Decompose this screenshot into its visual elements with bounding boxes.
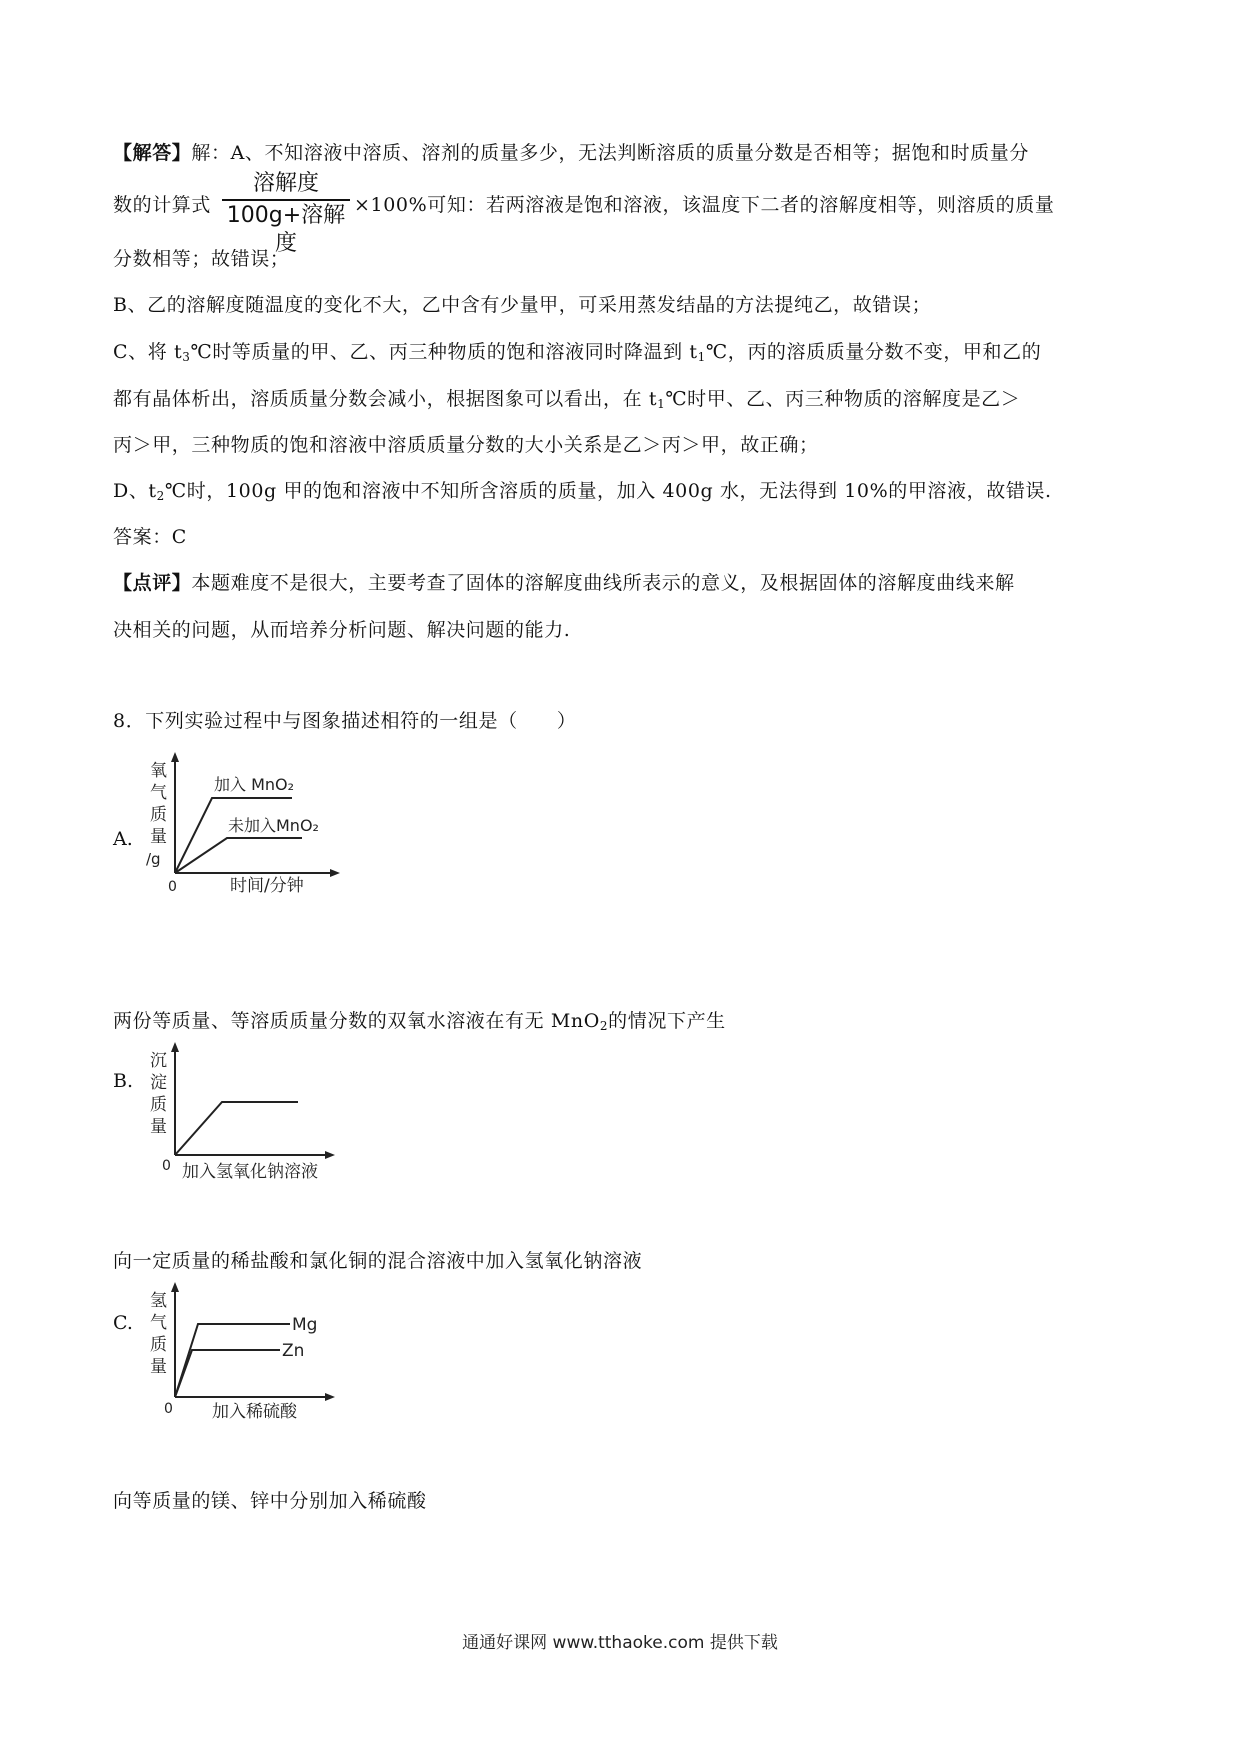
y-label-char: 量: [150, 827, 167, 847]
x-axis-arrow: [330, 869, 340, 877]
answer-text-1: 解：A、不知溶液中溶质、溶剂的质量多少，无法判断溶质的质量分数是否相等；据饱和时质量分: [191, 142, 1029, 164]
y-axis-arrow: [171, 1282, 179, 1292]
y-label-char: 质: [150, 805, 167, 825]
origin-label: 0: [164, 1401, 173, 1417]
answer-line-5: [113, 339, 1041, 365]
option-c-graph: [142, 1280, 342, 1420]
y-label-char: 质: [150, 1335, 167, 1355]
y-label-char: 气: [150, 1313, 167, 1333]
caption-a-part-a: 两份等质量、等溶质质量分数的双氧水溶液在有无 MnO: [113, 1010, 600, 1032]
option-a-caption: [113, 1008, 726, 1034]
option-a-graph: [142, 750, 352, 895]
y-label-char: 质: [150, 1095, 167, 1115]
comment-line-2: 决相关的问题，从而培养分析问题、解决问题的能力.: [113, 619, 571, 641]
mass-fraction-formula: [222, 170, 350, 258]
comment-bracket: 【点评】: [113, 572, 192, 594]
answer-bracket: 【解答】: [113, 142, 192, 164]
x-axis-label: 时间/分钟: [230, 876, 304, 895]
y-axis-arrow: [171, 752, 179, 762]
line6-part-a: 都有晶体析出，溶质质量分数会减小，根据图象可以看出，在 t: [113, 388, 658, 410]
line8-part-a: D、t: [113, 480, 157, 502]
formula-denominator: 100g+溶解度: [226, 203, 346, 256]
y-label-unit: /g: [146, 850, 161, 868]
formula-prefix: 数的计算式: [113, 194, 212, 216]
curve-label-without-mno2: 未加入MnO₂: [228, 816, 319, 835]
option-b-caption: 向一定质量的稀盐酸和氯化铜的混合溶液中加入氢氧化钠溶液: [113, 1250, 643, 1272]
line5-sub-1: 3: [182, 350, 191, 364]
curve-label-with-mno2: 加入 MnO₂: [214, 775, 295, 794]
zn-curve: [175, 1350, 280, 1397]
y-axis-arrow: [171, 1042, 179, 1052]
line8-sub: 2: [156, 489, 165, 503]
origin-label: 0: [168, 879, 177, 895]
line5-part-b: ℃时等质量的甲、乙、丙三种物质的饱和溶液同时降温到 t: [190, 341, 698, 363]
line5-part-a: C、将 t: [113, 341, 183, 363]
x-axis-arrow: [325, 1151, 335, 1159]
origin-label: 0: [162, 1158, 171, 1174]
page-footer: 通通好课网 www.tthaoke.com 提供下载: [462, 1633, 778, 1653]
answer-line-1: [113, 140, 1029, 166]
option-a-label: A.: [113, 828, 133, 850]
fraction-bar: [222, 199, 350, 201]
option-c-label: C.: [113, 1312, 133, 1334]
curve-label-mg: Mg: [292, 1315, 318, 1335]
answer-line-4: B、乙的溶解度随温度的变化不大，乙中含有少量甲，可采用蒸发结晶的方法提纯乙，故错误；: [113, 294, 932, 316]
caption-a-sub: 2: [599, 1019, 609, 1033]
mg-curve: [175, 1324, 290, 1397]
option-c-caption: 向等质量的镁、锌中分别加入稀硫酸: [113, 1490, 427, 1512]
answer-line-8: [113, 478, 1052, 504]
y-label-char: 淀: [150, 1073, 167, 1093]
comment-text-1: 本题难度不是很大，主要考查了固体的溶解度曲线所表示的意义，及根据固体的溶解度曲线来解: [191, 572, 1015, 594]
formula-numerator: 溶解度: [252, 171, 319, 196]
x-axis-label: 加入氢氧化钠溶液: [182, 1162, 318, 1180]
y-label-char: 量: [150, 1117, 167, 1137]
question-8-text: 8．下列实验过程中与图象描述相符的一组是（ ）: [113, 710, 577, 732]
line8-part-b: ℃时，100g 甲的饱和溶液中不知所含溶质的质量，加入 400g 水，无法得到 10%的甲溶液，故错误.: [164, 480, 1052, 502]
curve-without-mno2: [175, 838, 302, 873]
answer-line-6: [113, 386, 1020, 412]
caption-a-part-b: 的情况下产生: [608, 1010, 726, 1032]
answer-final: 答案：C: [113, 526, 187, 548]
y-label-char: 氢: [150, 1291, 167, 1311]
answer-line-7: 丙＞甲，三种物质的饱和溶液中溶质质量分数的大小关系是乙＞丙＞甲，故正确；: [113, 434, 819, 456]
formula-suffix-line: [354, 192, 1054, 218]
line6-part-b: ℃时甲、乙、丙三种物质的溶解度是乙＞: [665, 388, 1021, 410]
answer-line-3: 分数相等；故错误；: [113, 248, 290, 270]
precipitate-curve: [175, 1102, 298, 1155]
option-b-label: B.: [113, 1070, 134, 1092]
answer-line-2: [113, 192, 211, 218]
curve-label-zn: Zn: [282, 1341, 305, 1361]
formula-suffix: ×100%可知：若两溶液是饱和溶液，该温度下二者的溶解度相等，则溶质的质量: [354, 194, 1055, 216]
y-label-char: 量: [150, 1357, 167, 1377]
x-axis-arrow: [325, 1393, 335, 1401]
option-b-graph: [142, 1040, 342, 1180]
y-label-char: 沉: [150, 1051, 167, 1071]
comment-line-1: [113, 570, 1015, 596]
line6-sub: 1: [657, 397, 666, 411]
x-axis-label: 加入稀硫酸: [212, 1402, 297, 1420]
line5-sub-2: 1: [697, 350, 706, 364]
line5-part-c: ℃，丙的溶质质量分数不变，甲和乙的: [705, 341, 1042, 363]
y-label-char: 气: [150, 783, 167, 803]
y-label-char: 氧: [150, 761, 167, 781]
